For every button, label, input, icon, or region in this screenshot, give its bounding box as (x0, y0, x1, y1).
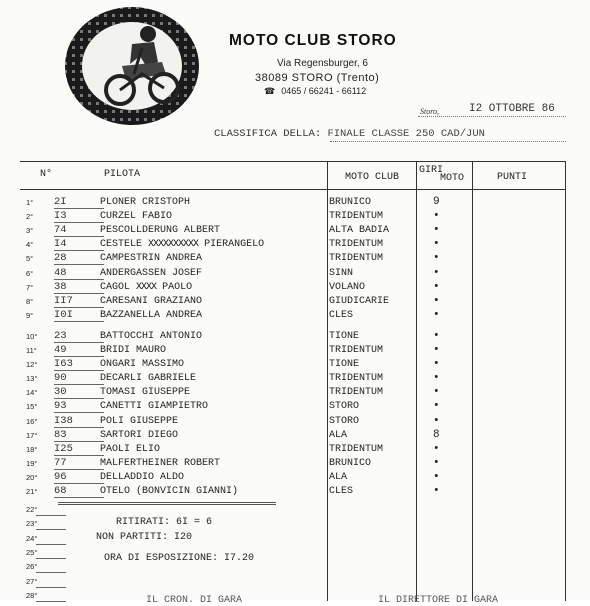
bib-number: 28 (54, 252, 67, 265)
empty-row (20, 504, 566, 518)
empty-row (20, 518, 566, 532)
position-number: 16° (26, 416, 38, 426)
col-header-pilota: PILOTA (104, 169, 141, 180)
bib-underline (54, 236, 104, 237)
bib-number: 2I (54, 196, 67, 208)
position-number: 23° (26, 519, 38, 529)
position-number: 15° (26, 402, 38, 412)
table-row (20, 239, 566, 253)
rider-club: CLES (329, 309, 354, 321)
position-number: 13° (26, 374, 38, 384)
rider-name-text: BATTOCCHI ANTONIO (100, 330, 203, 342)
rider-name-text: MALFERTHEINER ROBERT (100, 457, 221, 469)
empty-row (20, 576, 566, 590)
table-row (20, 225, 566, 239)
position-number: 22° (26, 505, 38, 514)
laps-value: • (433, 386, 440, 399)
table-row (20, 310, 566, 324)
rider-name (100, 359, 184, 370)
bib-underline (36, 587, 66, 588)
bib-underline (54, 356, 104, 357)
bib-underline (36, 601, 66, 602)
rider-club: ALTA BADIA (329, 225, 390, 237)
rider-name-text: CANETTI GIAMPIETRO (100, 401, 209, 413)
bib-underline (36, 529, 66, 530)
rider-club: TRIDENTUM (329, 387, 384, 399)
rider-club: SINN (329, 267, 354, 279)
address-city: 38089 STORO (Trento) (255, 72, 380, 84)
table-row (20, 268, 566, 282)
table-top-border (20, 161, 566, 162)
rider-name-rest: PAOLO (162, 281, 193, 293)
laps-value: • (433, 442, 440, 455)
table-row (20, 472, 566, 486)
rider-name-text: PESCOLLDERUNG ALBERT (100, 225, 221, 237)
position-number: 3° (26, 226, 34, 236)
table-row (20, 430, 566, 444)
table-row (20, 211, 566, 225)
bib-underline (54, 469, 104, 470)
rider-name-text: PAOLI ELIO (100, 443, 161, 455)
date-underline (418, 116, 566, 117)
rider-name (100, 296, 202, 307)
rider-name-text: BAZZANELLA ANDREA (100, 309, 203, 321)
bib-number: I38 (54, 414, 73, 427)
rider-name-text: ONGARI MASSIMO (100, 359, 185, 371)
rider-name (100, 401, 208, 412)
col-header-punti: PUNTI (497, 172, 528, 183)
rider-club: TRIDENTUM (329, 253, 384, 265)
rider-club: ALA (329, 471, 348, 483)
bib-number: 90 (54, 372, 67, 385)
bib-underline (36, 515, 66, 516)
rider-name (100, 211, 172, 222)
bib-underline (54, 398, 104, 399)
rider-name-text: DELLADDIO ALDO (100, 471, 185, 483)
rider-name-text: POLI GIUSEPPE (100, 415, 179, 427)
rider-club: TRIDENTUM (329, 239, 384, 251)
position-number: 8° (26, 296, 34, 306)
rider-club: BRUNICO (329, 197, 372, 208)
rider-club: TRIDENTUM (329, 443, 384, 455)
position-number: 1° (26, 198, 34, 207)
table-row (20, 197, 566, 211)
rider-name (100, 197, 190, 208)
laps-value: 9 (433, 196, 440, 208)
laps-value: • (433, 470, 440, 483)
bib-underline (54, 497, 104, 498)
laps-value: • (433, 485, 440, 497)
position-number: 25° (26, 547, 38, 557)
ora-esposizione-note: ORA DI ESPOSIZIONE: I7.20 (104, 553, 255, 564)
bib-underline (54, 441, 104, 442)
bib-underline (54, 384, 104, 385)
bib-underline (54, 455, 104, 456)
rider-club: STORO (329, 415, 360, 427)
rider-name-text: PLONER CRISTOPH (100, 197, 191, 208)
table-row (20, 345, 566, 359)
struck-text: XXXXXXXXXX (148, 239, 199, 251)
bib-number: 68 (54, 485, 67, 497)
position-number: 24° (26, 533, 38, 543)
bib-underline (54, 412, 104, 413)
laps-value: 8 (433, 428, 440, 441)
rider-club: GIUDICARIE (329, 295, 390, 307)
table-row (20, 416, 566, 430)
club-name: MOTO CLUB STORO (229, 32, 397, 49)
bib-underline (54, 222, 104, 223)
rider-name-text: CAMPESTRIN ANDREA (100, 253, 203, 265)
event-date: I2 OTTOBRE 86 (469, 103, 555, 115)
table-row (20, 458, 566, 472)
bib-number: 38 (54, 280, 67, 293)
table-row (20, 373, 566, 387)
table-row (20, 387, 566, 401)
bib-number: II7 (54, 294, 73, 307)
position-number: 12° (26, 360, 38, 370)
position-number: 20° (26, 472, 38, 482)
bib-number: I4 (54, 238, 67, 251)
separator-line (58, 502, 276, 505)
rider-club: BRUNICO (329, 457, 372, 469)
bib-underline (54, 483, 104, 484)
col-header-giri: GIRI (419, 165, 444, 176)
col-header-moto: MOTO (440, 173, 465, 184)
rider-name-text: OTELO (BONVICIN GIANNI) (100, 486, 239, 497)
bib-underline (54, 321, 104, 322)
laps-value: • (433, 294, 440, 307)
bib-underline (54, 264, 104, 265)
col-header-n: N° (40, 169, 53, 180)
bib-number: 48 (54, 266, 67, 279)
rider-name (100, 268, 202, 279)
rider-club: VOLANO (329, 281, 366, 293)
bib-number: 93 (54, 400, 67, 413)
bib-number: I25 (54, 442, 73, 455)
position-number: 14° (26, 388, 38, 398)
rider-name (100, 345, 166, 356)
position-number: 9° (26, 310, 34, 320)
table-row (20, 331, 566, 345)
bib-underline (54, 279, 104, 280)
laps-value: • (433, 308, 440, 321)
laps-value: • (433, 372, 440, 385)
rider-name (100, 282, 192, 293)
rider-name (100, 486, 238, 497)
bib-number: I63 (54, 358, 73, 371)
non-partiti-note: NON PARTITI: I20 (96, 532, 193, 543)
position-number: 2° (26, 212, 34, 222)
laps-value: • (433, 329, 440, 342)
rider-name-text: TOMASI GIUSEPPE (100, 387, 191, 399)
position-number: 4° (26, 240, 34, 250)
laps-value: • (433, 358, 440, 371)
phone-line (264, 86, 366, 97)
rider-name-text: BRIDI MAURO (100, 345, 167, 356)
table-row (20, 296, 566, 310)
laps-value: • (433, 400, 440, 413)
bib-underline (54, 370, 104, 371)
rider-name-text: SARTORI DIEGO (100, 429, 179, 441)
table-row (20, 282, 566, 296)
rider-name-text: DECARLI GABRIELE (100, 373, 197, 385)
laps-value: • (433, 456, 440, 469)
rider-name (100, 310, 202, 321)
rider-name-text: CESTELE (100, 239, 143, 251)
bib-underline (54, 293, 104, 294)
place-label: Storo, (420, 107, 440, 116)
bib-underline (54, 208, 104, 209)
footer-cronometrista: IL CRON. DI GARA (146, 595, 243, 606)
bib-underline (36, 544, 66, 545)
classifica-label: CLASSIFICA DELLA: (214, 128, 322, 140)
bib-underline (54, 307, 104, 308)
classifica-value: FINALE CLASSE 250 CAD/JUN (327, 128, 485, 140)
laps-value: • (433, 238, 440, 251)
rider-name (100, 253, 202, 264)
rider-name-text: CURZEL FABIO (100, 211, 173, 223)
rider-name (100, 331, 202, 342)
address-street: Via Regensburger, 6 (277, 58, 368, 69)
phone-number: 0465 / 66241 - 66112 (281, 86, 367, 96)
rider-name (100, 430, 178, 441)
empty-row (20, 547, 566, 561)
rider-club: TRIDENTUM (329, 345, 384, 356)
position-number: 6° (26, 268, 34, 278)
rider-name-text: CAGOL (100, 281, 131, 293)
bib-underline (36, 558, 66, 559)
rider-club: ALA (329, 429, 348, 441)
bib-underline (54, 427, 104, 428)
rider-club: CLES (329, 486, 354, 497)
bib-number: 23 (54, 329, 67, 342)
rider-name (100, 444, 160, 455)
rider-name-rest: PIERANGELO (204, 239, 265, 251)
col-header-moto-club: MOTO CLUB (345, 172, 400, 183)
position-number: 18° (26, 444, 38, 454)
laps-value: • (433, 414, 440, 427)
bib-number: 83 (54, 428, 67, 441)
struck-text: XXXX (136, 281, 157, 293)
classifica-line (214, 128, 485, 140)
table-row (20, 444, 566, 458)
bib-number: I3 (54, 210, 67, 223)
rider-club: STORO (329, 401, 360, 413)
footer-direttore: IL DIRETTORE DI GARA (378, 595, 499, 606)
bib-number: 30 (54, 386, 67, 399)
position-number: 10° (26, 331, 38, 341)
bib-number: 77 (54, 456, 67, 469)
bib-number: 49 (54, 344, 67, 356)
laps-value: • (433, 210, 440, 223)
rider-name (100, 373, 196, 384)
bib-underline (54, 250, 104, 251)
table-row (20, 359, 566, 373)
table-row (20, 401, 566, 415)
moto-club-logo (62, 4, 202, 128)
rider-name-text: ANDERGASSEN JOSEF (100, 267, 203, 279)
bib-number: 96 (54, 470, 67, 483)
position-number: 27° (26, 576, 38, 586)
position-number: 21° (26, 487, 38, 496)
position-number: 11° (26, 346, 37, 355)
rider-club: TIONE (329, 330, 360, 342)
position-number: 19° (26, 458, 38, 468)
laps-value: • (433, 344, 440, 356)
rider-club: TRIDENTUM (329, 373, 384, 385)
rider-name (100, 416, 178, 427)
empty-row (20, 561, 566, 575)
rider-name (100, 472, 184, 483)
rider-club: TRIDENTUM (329, 211, 384, 223)
position-number: 26° (26, 562, 38, 572)
results-table (20, 161, 566, 606)
position-number: 17° (26, 430, 38, 440)
rider-name (100, 387, 190, 398)
laps-value: • (433, 224, 440, 237)
bib-number: 74 (54, 224, 67, 237)
bib-number: I0I (54, 308, 73, 321)
table-row (20, 253, 566, 267)
rider-club: TIONE (329, 359, 360, 371)
bib-underline (36, 572, 66, 573)
classifica-underline (330, 141, 566, 142)
rider-name (100, 239, 264, 250)
position-number: 7° (26, 282, 34, 292)
ritirati-note: RITIRATI: 6I = 6 (116, 517, 213, 528)
laps-value: • (433, 266, 440, 279)
table-row (20, 486, 566, 500)
laps-value: • (433, 252, 440, 265)
rider-name (100, 458, 220, 469)
rider-name-text: CARESANI GRAZIANO (100, 295, 203, 307)
rider-name (100, 225, 220, 236)
bib-underline (54, 342, 104, 343)
telephone-icon: ☎ (264, 86, 276, 96)
header-bottom-border (20, 189, 566, 190)
position-number: 28° (26, 590, 38, 600)
position-number: 5° (26, 254, 34, 264)
laps-value: • (433, 280, 440, 293)
